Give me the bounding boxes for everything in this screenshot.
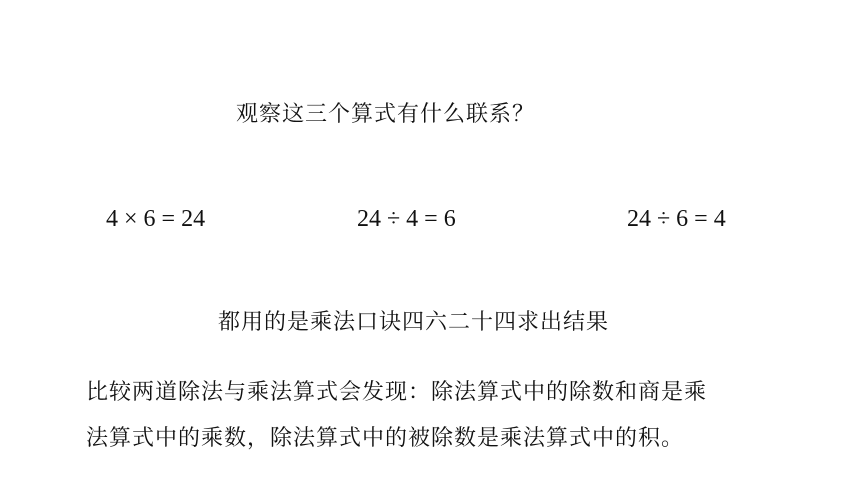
hint-text: 都用的是乘法口诀四六二十四求出结果	[218, 310, 610, 335]
equation-division-1: 24 ÷ 4 = 6	[357, 206, 456, 232]
conclusion-line-1: 比较两道除法与乘法算式会发现：除法算式中的除数和商是乘	[86, 380, 708, 405]
question-text: 观察这三个算式有什么联系？	[236, 102, 536, 127]
conclusion-paragraph	[86, 370, 776, 462]
equation-division-2: 24 ÷ 6 = 4	[627, 206, 726, 232]
equation-multiplication: 4 × 6 = 24	[106, 206, 206, 232]
conclusion-line-2: 法算式中的乘数，除法算式中的被除数是乘法算式中的积。	[86, 426, 685, 451]
